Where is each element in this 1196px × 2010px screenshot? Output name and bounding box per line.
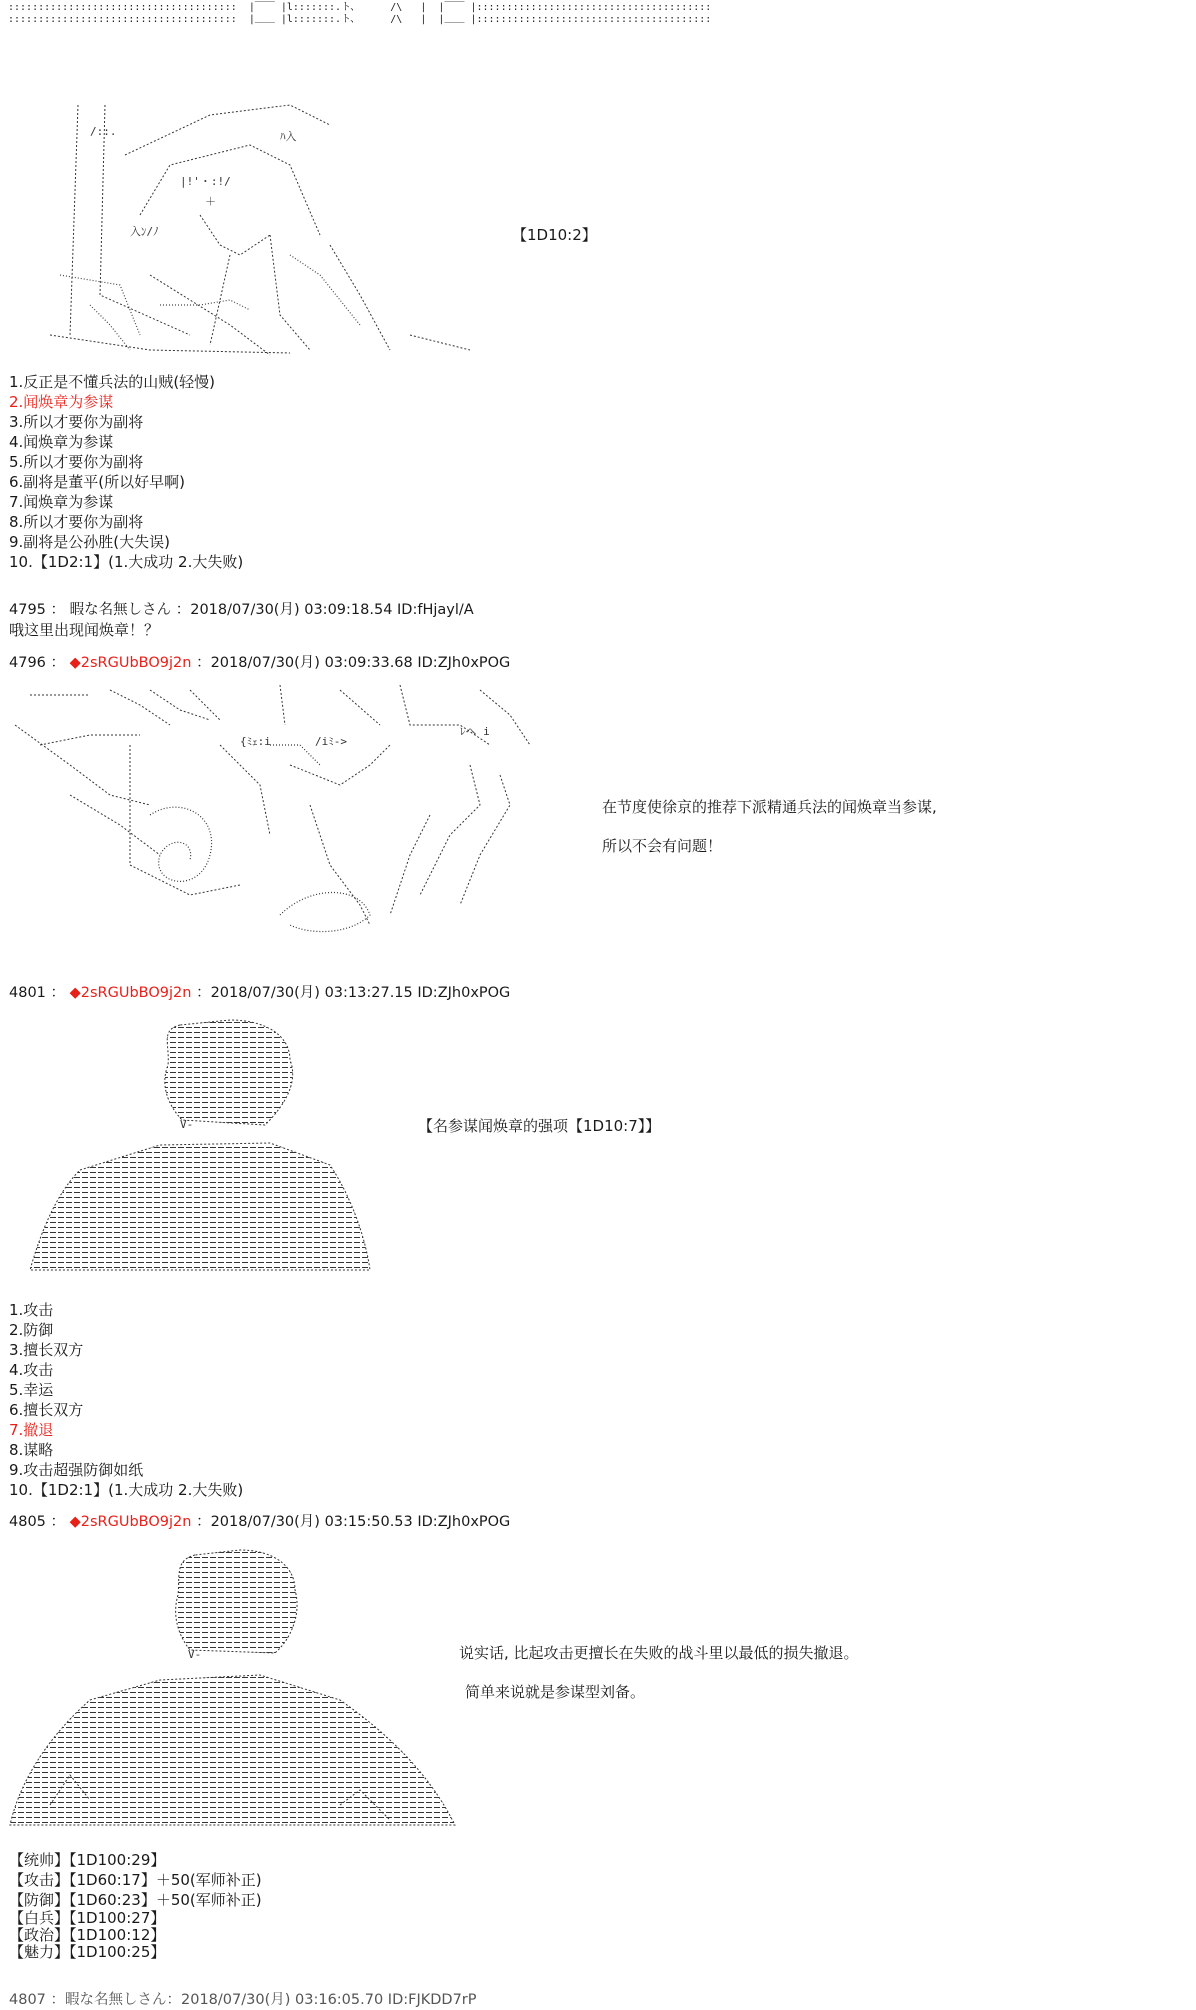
post-number: 4796 — [9, 655, 46, 671]
post-4801-option: 2.防御 — [9, 1321, 54, 1339]
svg-text:V‐: V‐ — [180, 1118, 194, 1131]
post-number: 4805 — [9, 1514, 46, 1530]
stat-command: 【统帅】【1D100:29】 — [9, 1851, 166, 1869]
ascii-art-figure-3 — [10, 1015, 390, 1280]
post-tripcode: ◆2sRGUbBO9j2n — [69, 655, 192, 671]
post-4801-option: 4.攻击 — [9, 1361, 54, 1379]
post-date-id: ：2018/07/30(月) 03:09:18.54 ID:fHjayl/A — [175, 602, 474, 618]
post-4796-speech-line-2: 所以不会有问题！ — [602, 837, 723, 855]
post-separator: ： — [50, 602, 66, 618]
post-date-id: ：2018/07/30(月) 03:13:27.15 ID:ZJh0xPOG — [196, 985, 511, 1001]
stat-melee: 【白兵】【1D100:27】 — [9, 1909, 166, 1927]
post-4801-option: 6.擅长双方 — [9, 1401, 84, 1419]
post-4801-options-list — [9, 1300, 243, 1500]
svg-text:{ﾐｪ:i: {ﾐｪ:i — [240, 735, 271, 748]
stat-defense: 【防御】【1D60:23】＋50(军师补正) — [9, 1891, 262, 1909]
svg-text:ﾊ入: ﾊ入 — [280, 130, 297, 143]
section1-option: 1.反正是不懂兵法的山贼(轻慢) — [9, 373, 216, 391]
post-4801-option: 10.【1D2:1】(1.大成功 2.大失败) — [9, 1481, 244, 1499]
svg-text:V‐: V‐ — [188, 1648, 202, 1661]
section1-option: 5.所以才要你为副将 — [9, 453, 144, 471]
section1-roll-label: 【1D10:2】 — [512, 226, 597, 244]
bottom-cutoff-post-header: 4807 ：暇な名無しさん：2018/07/30(月) 03:16:05.70 ID:FJKDD7rP — [9, 1992, 477, 2008]
section1-option: 8.所以才要你为副将 — [9, 513, 144, 531]
svg-text:入ﾝ/ﾉ: 入ﾝ/ﾉ — [130, 225, 159, 238]
post-4805-header — [9, 1512, 510, 1532]
post-tripcode: ◆2sRGUbBO9j2n — [69, 1514, 192, 1530]
post-tripcode: ◆2sRGUbBO9j2n — [69, 985, 192, 1001]
post-4801-header — [9, 983, 510, 1003]
section1-option: 7.闻焕章为参谋 — [9, 493, 114, 511]
section1-option-highlighted: 2.闻焕章为参谋 — [9, 393, 114, 411]
top-ascii-line-2: :::::::::::::::::::::::::::::::::::::: |＿＿ |l:::::::.ト、 /\ | |＿＿ |::::::::::::::::::::::::::::::::::::::: — [8, 14, 712, 25]
post-4801-option: 8.谋略 — [9, 1441, 54, 1459]
post-4801-option: 9.攻击超强防御如纸 — [9, 1461, 144, 1479]
post-separator: ： — [50, 1514, 66, 1530]
post-4805-speech-line-1: 说实话, 比起攻击更擅长在失败的战斗里以最低的损失撤退。 — [459, 1644, 859, 1662]
ascii-art-figure-2 — [10, 685, 540, 945]
post-separator: ： — [50, 985, 66, 1001]
svg-text:＋: ＋ — [205, 195, 216, 208]
section1-option: 6.副将是董平(所以好早啊) — [9, 473, 186, 491]
post-4805-stats-list — [9, 1850, 262, 1961]
svg-text:/iﾐ‐>: /iﾐ‐> — [315, 735, 347, 748]
post-separator: ： — [50, 655, 66, 671]
svg-text:|!'・:!/: |!'・:!/ — [180, 175, 231, 188]
post-4801-option: 5.幸运 — [9, 1381, 54, 1399]
post-date-id: ：2018/07/30(月) 03:09:33.68 ID:ZJh0xPOG — [196, 655, 511, 671]
stat-charisma: 【魅力】【1D100:25】 — [9, 1943, 166, 1961]
ascii-art-figure-4 — [10, 1545, 470, 1835]
top-ascii-line-1: :::::::::::::::::::::::::::::::::::::: |￣￣ |l:::::::.ト、 /\ | |￣￣ |::::::::::::::::::::::::::::::::::::::: — [8, 2, 712, 13]
section1-option: 9.副将是公孙胜(大失误) — [9, 533, 171, 551]
post-4801-option-highlighted: 7.撤退 — [9, 1421, 54, 1439]
post-4801-option: 3.擅长双方 — [9, 1341, 84, 1359]
stat-politics: 【政治】【1D100:12】 — [9, 1926, 166, 1944]
section1-option: 4.闻焕章为参谋 — [9, 433, 114, 451]
svg-text:ﾚヘ i: ﾚヘ i — [460, 725, 490, 738]
post-4805-speech-line-2: 简单来说就是参谋型刘备。 — [465, 1683, 646, 1701]
post-4796-speech-line-1: 在节度使徐京的推荐下派精通兵法的闻焕章当参谋, — [602, 798, 937, 816]
svg-text:/::.: /::. — [90, 125, 117, 138]
section1-option: 3.所以才要你为副将 — [9, 413, 144, 431]
post-author-name: 暇な名無しさん — [69, 602, 172, 618]
post-number: 4795 — [9, 602, 46, 618]
post-number: 4801 — [9, 985, 46, 1001]
post-4795-header — [9, 600, 474, 620]
post-date-id: ：2018/07/30(月) 03:15:50.53 ID:ZJh0xPOG — [196, 1514, 511, 1530]
section1-option: 10.【1D2:1】(1.大成功 2.大失败) — [9, 553, 244, 571]
post-4801-option: 1.攻击 — [9, 1301, 54, 1319]
post-4796-header — [9, 653, 510, 673]
ascii-art-figure-1 — [30, 95, 500, 360]
section1-options-list — [9, 372, 243, 572]
stat-attack: 【攻击】【1D60:17】＋50(军师补正) — [9, 1871, 262, 1889]
post-4795-body: 哦这里出现闻焕章！？ — [9, 621, 160, 639]
post-4801-roll-label: 【名参谋闻焕章的强项【1D10:7】】 — [418, 1117, 661, 1135]
